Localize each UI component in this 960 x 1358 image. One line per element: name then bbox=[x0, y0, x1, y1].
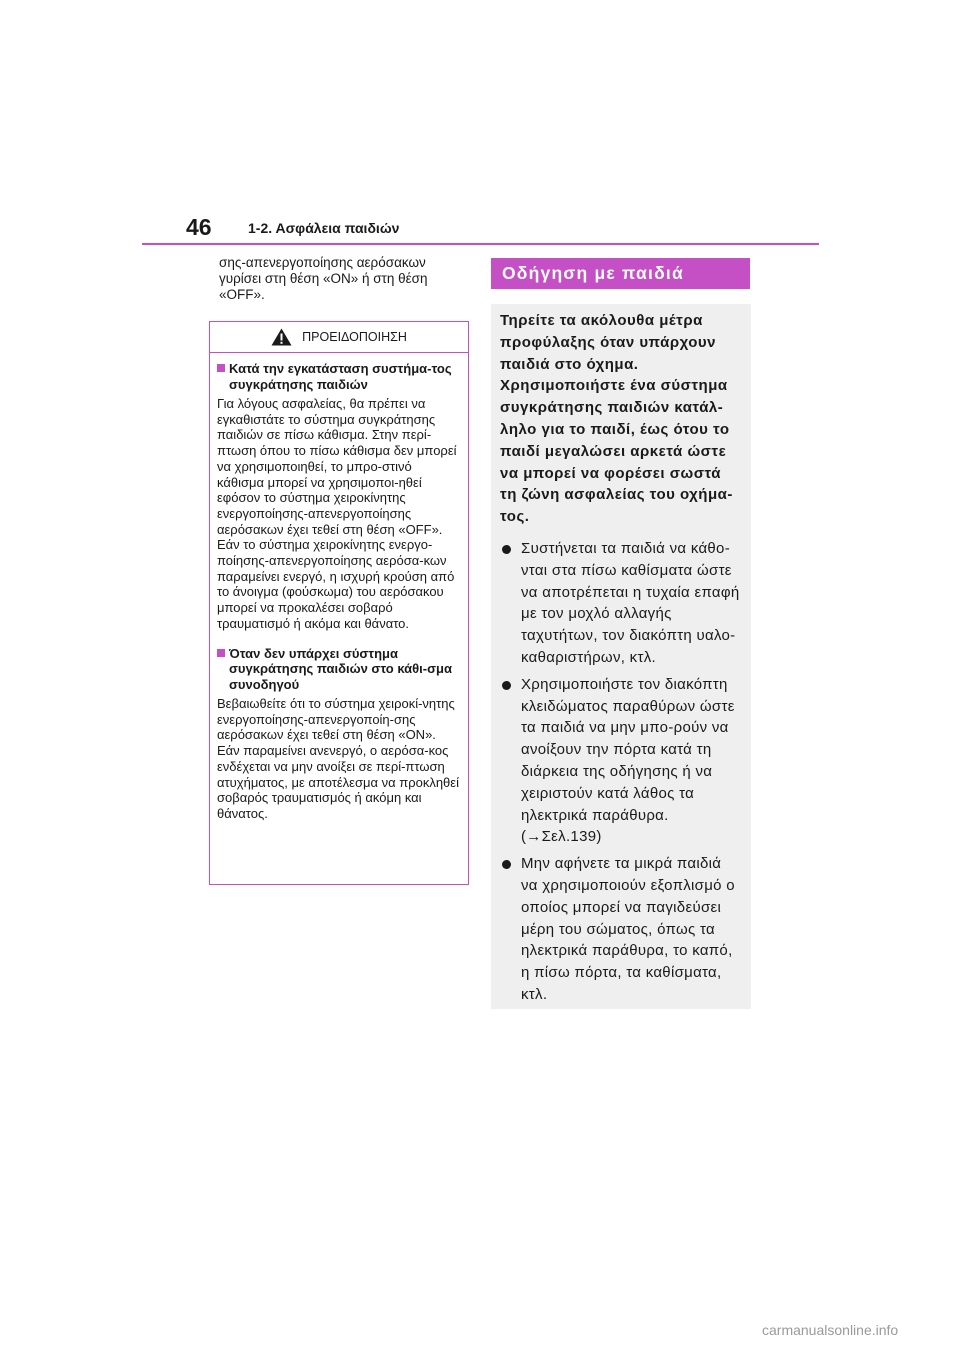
right-info-box bbox=[491, 304, 751, 1009]
section-title: 1-2. Ασφάλεια παιδιών bbox=[248, 220, 400, 236]
bullet-body: Χρησιμοποιήστε τον διακόπτη κλειδώματος παραθύρων ώστε τα παιδιά να μην μπο-ρούν να ανοίξουν την πόρτα κατά τη διάρκεια της οδήγησης ή να χειριστούν κατά λάθος τα ηλεκτρικά παράθυρα. bbox=[521, 675, 735, 824]
warning-heading-text: Κατά την εγκατάσταση συστήμα-τος συγκράτησης παιδιών bbox=[229, 361, 452, 392]
list-item bbox=[500, 538, 741, 669]
bullet-body: Συστήνεται τα παιδιά να κάθο-νται στα πίσω καθίσματα ώστε να αποτρέπεται η τυχαία επαφή με τον μοχλό αλλαγής ταχυτήτων, τον διακόπτη υαλο-καθαριστήρων, κτλ. bbox=[521, 539, 740, 666]
warning-heading-text: Όταν δεν υπάρχει σύστημα συγκράτησης παιδιών στο κάθι-σμα συνοδηγού bbox=[229, 645, 452, 692]
bullet-text bbox=[521, 674, 741, 848]
warning-header bbox=[210, 322, 468, 353]
list-item bbox=[500, 674, 741, 848]
warning-body bbox=[210, 353, 468, 822]
header-rule bbox=[142, 243, 819, 245]
warning-box bbox=[209, 321, 469, 885]
right-section-header: Οδήγηση με παιδιά bbox=[491, 258, 750, 289]
warning-triangle-icon bbox=[271, 328, 292, 346]
page-reference-link[interactable]: (→Σελ.139) bbox=[521, 828, 602, 846]
watermark: carmanualsonline.info bbox=[762, 1322, 899, 1338]
bullet-dot-icon bbox=[502, 860, 511, 869]
warning-text-install: Για λόγους ασφαλείας, θα πρέπει να εγκαθιστάτε το σύστημα συγκράτησης παιδιών σε πίσω κάθισμα. Στην περί-πτωση όπου το πίσω κάθισμα δεν μπορεί να χρησιμοποιηθεί, το μπρο-στινό κάθισμα μπορεί να χρησιμοποι-ηθεί εφόσον το σύστημα χειροκίνητης ενεργοποίησης-απενεργοποίησης αερόσακων έχει τεθεί στη θέση «OFF». Εάν το σύστημα χειροκίνητης ενεργο-ποίησης-απενεργοποίησης αερόσα-κων παραμείνει ενεργό, η ισχυρή κρούση από το άνοιγμα (φούσκωμα) του αερόσακου μπορεί να προκαλέσει σοβαρό τραυματισμό ή ακόμα και θάνατο. bbox=[217, 396, 457, 631]
left-intro-text: σης-απενεργοποίησης αερόσακων γυρίσει στη θέση «ON» ή στη θέση «OFF». bbox=[219, 255, 428, 302]
square-bullet-icon bbox=[217, 649, 225, 657]
square-bullet-icon bbox=[217, 364, 225, 372]
list-item bbox=[500, 853, 741, 1006]
warning-heading-no-seat bbox=[217, 646, 461, 693]
warning-heading-install bbox=[217, 361, 461, 392]
bullet-dot-icon bbox=[502, 681, 511, 690]
warning-title: ΠΡΟΕΙΔΟΠΟΙΗΣΗ bbox=[302, 330, 407, 344]
bullet-text bbox=[521, 853, 741, 1006]
bullet-dot-icon bbox=[502, 545, 511, 554]
page-number: 46 bbox=[186, 214, 212, 240]
bullet-text bbox=[521, 538, 741, 669]
right-intro-text: Τηρείτε τα ακόλουθα μέτρα προφύλαξης όταν υπάρχουν παιδιά στο όχημα. Χρησιμοποιήστε ένα σύστημα συγκράτησης παιδιών κατάλ-ληλο για το παιδί, έως ότου το παιδί μεγαλώσει αρκετά ώστε να μπορεί να φορέσει σωστά τη ζώνη ασφαλείας του οχήμα-τος. bbox=[500, 312, 733, 526]
warning-text-no-seat: Βεβαιωθείτε ότι το σύστημα χειροκί-νητης ενεργοποίησης-απενεργοποίη-σης αερόσακων έχει τεθεί στη θέση «ON». Εάν παραμείνει ανενεργό, ο αερόσα-κος ενδέχεται να μην ανοίξει σε περί-πτωση ατυχήματος, με αποτέλεσμα να προκληθεί σοβαρός τραυματισμός ή ακόμη και θάνατος. bbox=[217, 696, 459, 821]
bullet-body: Μην αφήνετε τα μικρά παιδιά να χρησιμοποιούν εξοπλισμό ο οποίος μπορεί να παγιδεύσει μέρη του σώματος, όπως τα ηλεκτρικά παράθυρα, το καπό, η πίσω πόρτα, τα καθίσματα, κτλ. bbox=[521, 855, 735, 1003]
bullet-list bbox=[500, 538, 741, 1006]
